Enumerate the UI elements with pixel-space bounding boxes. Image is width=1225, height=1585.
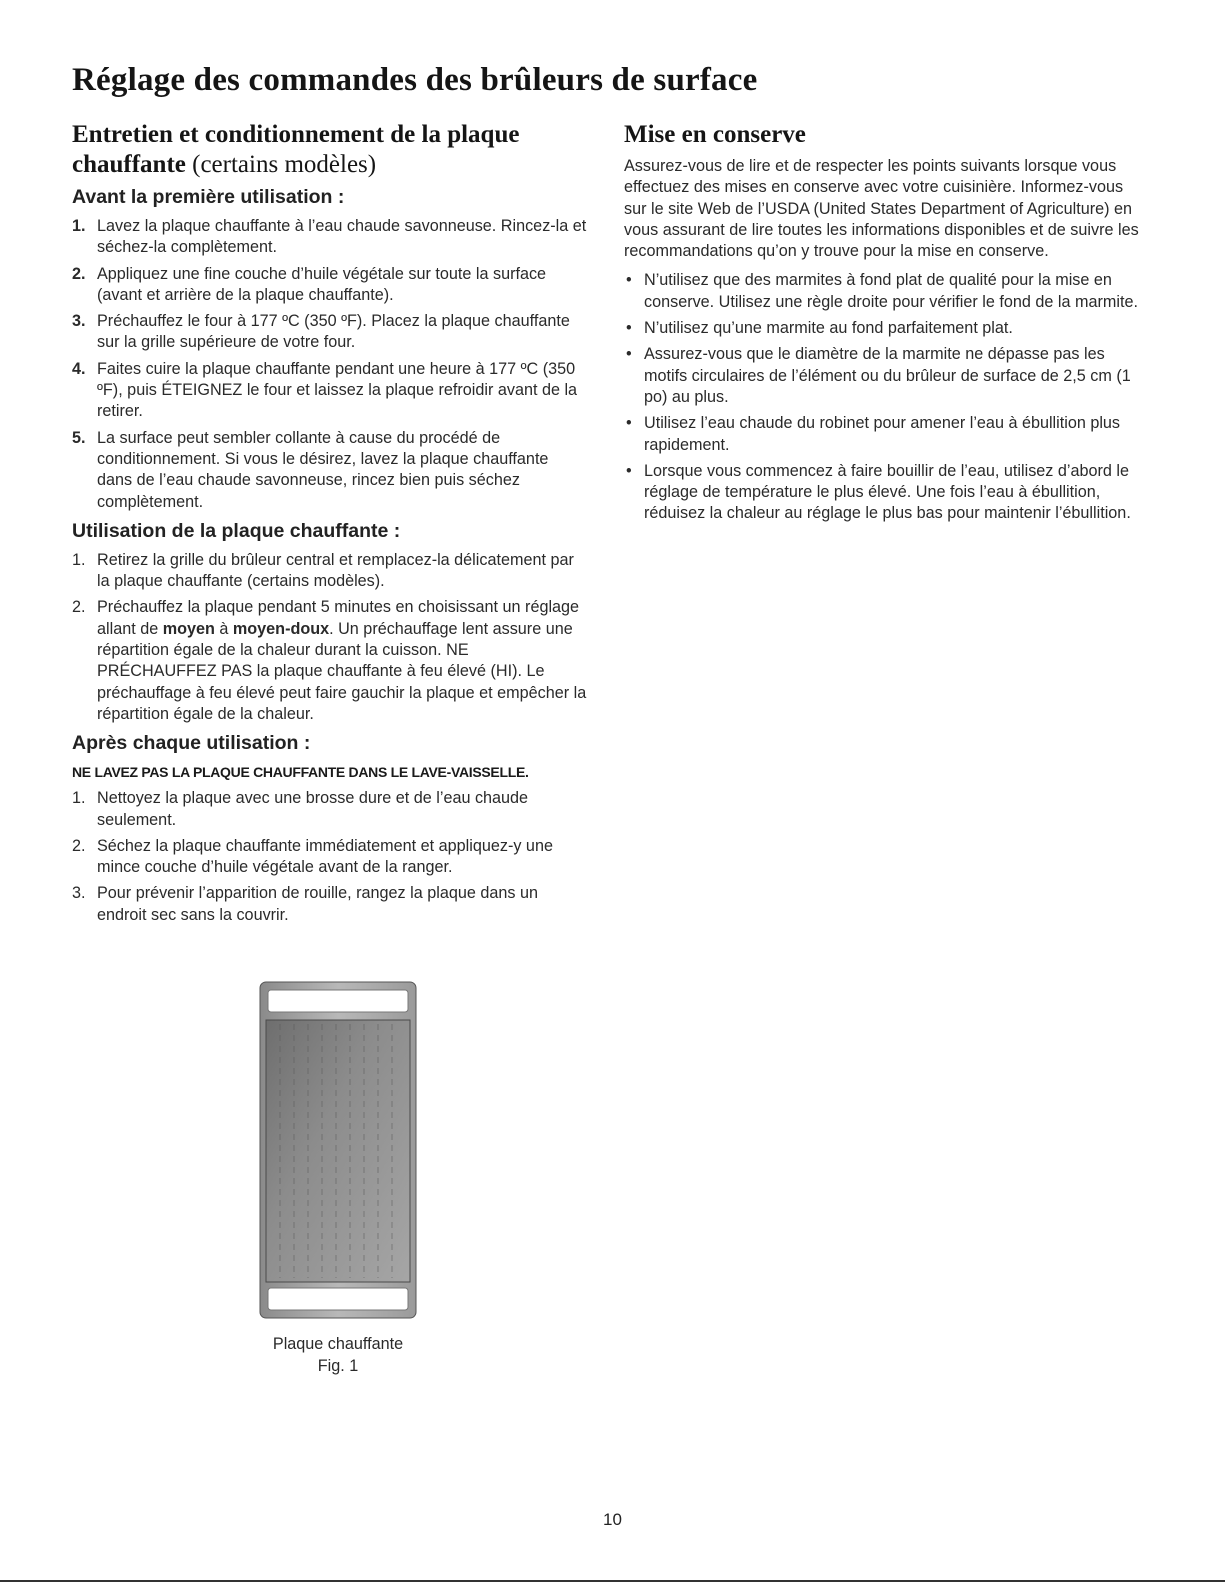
setting-medium: moyen: [162, 619, 215, 638]
list-item-text: Pour prévenir l’apparition de rouille, rangez la plaque dans un endroit sec sans la couvrir.: [97, 884, 538, 924]
list-item: [72, 788, 587, 831]
list-item-text: Utilisez l’eau chaude du robinet pour amener l’eau à ébullition plus rapidement.: [644, 414, 1121, 454]
griddle-top-handle: [268, 990, 408, 1012]
list-item-number: 3.: [72, 884, 86, 903]
list-item-text: Appliquez une fine couche d’huile végétale sur toute la surface (avant et arrière de la plaque chauffante).: [97, 264, 547, 304]
canning-intro: Assurez-vous de lire et de respecter les points suivants lorsque vous effectuez des mises en conserve avec votre cuisinière. Informez-vous sur le site Web de l’USDA (United States Department of Agriculture) en vous assurant de lire toutes les informations disponibles et de suivre les recommandations qu’on y trouve pour la mise en conserve.: [624, 157, 1139, 261]
list-item-text: Faites cuire la plaque chauffante pendant une heure à 177 ºC (350 ºF), puis ÉTEIGNEZ le four et laissez la plaque refroidir avant de la retirer.: [97, 359, 578, 421]
list-item: [624, 270, 1144, 313]
griddle-use-heading: Utilisation de la plaque chauffante :: [72, 519, 401, 542]
list-item: [624, 461, 1144, 525]
list-item: [624, 344, 1144, 408]
bullet-icon: •: [626, 319, 632, 338]
bullet-icon: •: [626, 271, 632, 290]
list-item-text-e: . Un préchauffage lent assure une répartition égale de la chaleur durant la cuisson. NE PRÉCHAUFFEZ PAS la plaque chauffante à feu élevé (HI). Le préchauffage à feu élevé peut faire gauchir la plaque et empêcher la répartition égale de la chaleur.: [97, 619, 587, 723]
list-item-number: 3.: [72, 312, 86, 331]
list-item-text: Assurez-vous que le diamètre de la marmite ne dépasse pas les motifs circulaires de l’élément ou du brûleur de surface de 2,5 cm (1 po) au plus.: [644, 345, 1131, 406]
bullet-icon: •: [626, 414, 632, 433]
list-item-number: 2.: [72, 598, 86, 617]
bullet-icon: •: [626, 345, 632, 364]
list-item-text-c: à: [214, 619, 233, 638]
list-item-text: N’utilisez qu’une marmite au fond parfaitement plat.: [644, 319, 1013, 338]
list-item-number: 2.: [72, 836, 86, 855]
griddle-surface: [266, 1020, 410, 1282]
canning-list: [624, 270, 1144, 524]
setting-medium-low: moyen-doux: [232, 619, 330, 638]
right-column: [624, 120, 1144, 530]
list-item-text: Lorsque vous commencez à faire bouillir de l’eau, utilisez d’abord le réglage de température le plus élevé. Une fois l’eau à ébullition, réduisez la chaleur au réglage le plus bas pour maintenir l’ébullition.: [644, 461, 1131, 523]
list-item: [72, 550, 587, 593]
figure-caption-title: Plaque chauffante: [272, 1335, 404, 1353]
griddle-care-heading: [72, 120, 587, 180]
list-item: [72, 359, 587, 423]
list-item-text: Séchez la plaque chauffante immédiatement et appliquez-y une mince couche d’huile végétale avant de la ranger.: [97, 836, 553, 877]
after-each-use-heading: Après chaque utilisation :: [72, 732, 311, 755]
after-each-use-list: [72, 788, 587, 926]
list-item: [72, 216, 587, 259]
list-item: [72, 311, 587, 354]
dishwasher-warning: NE LAVEZ PAS LA PLAQUE CHAUFFANTE DANS LE LAVE-VAISSELLE.: [72, 764, 529, 781]
list-item-text-a: Préchauffez la plaque pendant 5 minutes en choisissant un réglage allant de: [97, 598, 580, 638]
list-item: [624, 413, 1144, 456]
griddle-illustration: [258, 980, 418, 1320]
list-item-number: 4.: [72, 359, 86, 378]
griddle-use-list: [72, 550, 587, 725]
left-column: [72, 120, 587, 931]
list-item-text: La surface peut sembler collante à cause du procédé de conditionnement. Si vous le désirez, lavez la plaque chauffante dans de l’eau chaude savonneuse, rincez bien puis séchez complètement.: [97, 428, 549, 511]
griddle-care-heading-paren: (certains modèles): [192, 151, 377, 178]
list-item-text: N’utilisez que des marmites à fond plat de qualité pour la mise en conserve. Utilisez une règle droite pour vérifier le fond de la marmite.: [644, 271, 1138, 311]
before-first-use-list: [72, 216, 587, 513]
list-item-number: 1.: [72, 217, 86, 235]
list-item: [72, 883, 587, 926]
list-item: [72, 264, 587, 307]
list-item: [624, 318, 1144, 339]
list-item: [72, 428, 587, 513]
list-item-number: 2.: [72, 264, 86, 283]
list-item-text: Nettoyez la plaque avec une brosse dure et de l’eau chaude seulement.: [97, 789, 529, 829]
griddle-bottom-handle: [268, 1288, 408, 1310]
griddle-figure: [258, 980, 418, 1320]
list-item-number: 1.: [72, 550, 86, 569]
list-item-number: 5.: [72, 428, 86, 447]
before-first-use-heading: Avant la première utilisation :: [72, 186, 345, 208]
bottom-divider: [0, 1580, 1225, 1582]
list-item-number: 1.: [72, 789, 86, 808]
canning-heading: Mise en conserve: [624, 121, 806, 148]
list-item: [72, 597, 587, 725]
list-item-text: Préchauffez le four à 177 ºC (350 ºF). Placez la plaque chauffante sur la grille supérieure de votre four.: [97, 312, 570, 352]
page-number: 10: [603, 1510, 622, 1529]
page-title: Réglage des commandes des brûleurs de surface: [72, 62, 758, 98]
figure-caption: [228, 1333, 448, 1377]
list-item-text: Retirez la grille du brûleur central et remplacez-la délicatement par la plaque chauffante (certains modèles).: [97, 550, 574, 591]
list-item: [72, 836, 587, 879]
figure-caption-label: Fig. 1: [317, 1357, 359, 1375]
griddle-care-heading-text: Entretien et conditionnement de la plaque chauffante: [72, 121, 520, 178]
list-item-text: Lavez la plaque chauffante à l’eau chaude savonneuse. Rincez-la et séchez-la complètement.: [97, 217, 587, 257]
bullet-icon: •: [626, 461, 632, 480]
